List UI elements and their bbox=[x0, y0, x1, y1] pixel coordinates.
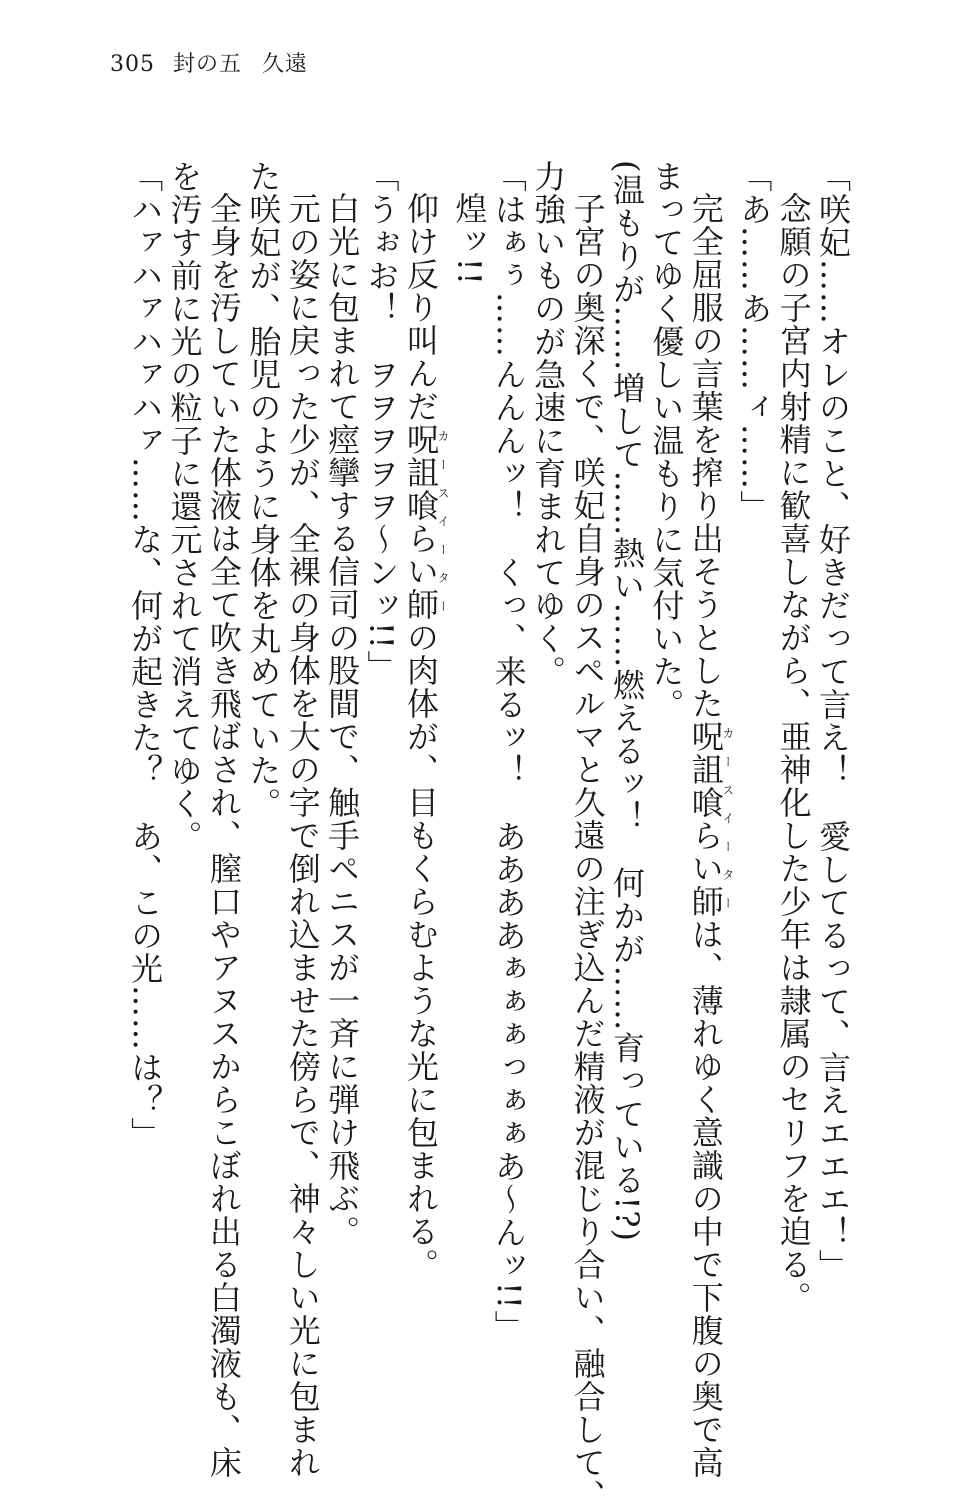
text-segment: 仰け反り叫んだ bbox=[401, 192, 440, 423]
section-title: 久遠 bbox=[262, 52, 309, 77]
running-header bbox=[110, 50, 308, 80]
text-line: 力強いものが急速に育まれてゆく。 bbox=[529, 160, 568, 688]
text-line: 子宮の奥深くで、咲妃自身のスペルマと久遠の注ぎ込んだ精液が混じり合い、融合して、 bbox=[568, 192, 607, 1512]
page-number: 305 bbox=[110, 52, 155, 77]
text-line bbox=[685, 160, 735, 1479]
text-line: 念願の子宮内射精に歓喜しながら、亜神化した少年は隷属のセリフを迫る。 bbox=[774, 192, 813, 1314]
furigana-ruby bbox=[686, 720, 735, 918]
vertical-text-body bbox=[100, 160, 852, 1512]
text-line: 「あ……あ……ィ……」 bbox=[735, 160, 774, 523]
text-line: 元の姿に戻った少が、全裸の身体を大の字で倒れ込ませた傍らで、神々しい光に包まれ bbox=[283, 192, 322, 1479]
text-line: 「ハァハァハァハァ……な、何が起きた？ あ、この光……は？」 bbox=[126, 160, 165, 1150]
text-line: 白光に包まれて痙攣する信司の股間で、触手ペニスが一斉に弾け飛ぶ。 bbox=[323, 192, 362, 1248]
text-segment: は、薄れゆく意識の中で下腹の奥で高 bbox=[686, 918, 725, 1479]
text-line: 「咲妃……オレのこと、好きだって言え！ 愛してるって、言えエエエ！」 bbox=[814, 160, 852, 1282]
text-segment: 完全屈服の言葉を搾り出そうとした bbox=[686, 192, 725, 720]
chapter-title: 封の五 bbox=[173, 52, 243, 77]
text-line: 全身を汚していた体液は全て吹き飛ばされ、膣口やアヌスからこぼれ出る白濁液も、床 bbox=[204, 192, 243, 1479]
text-segment: の肉体が、目もくらむような光に包まれる。 bbox=[401, 621, 440, 1281]
text-line: 煌ッ!! bbox=[450, 192, 489, 286]
text-line: た咲妃が、胎児のように身体を丸めていた。 bbox=[244, 160, 283, 820]
ruby-base: 呪詛喰らい師 bbox=[401, 423, 440, 621]
text-line bbox=[401, 160, 449, 1290]
text-line: を汚す前に光の粒子に還元されて消えてゆく。 bbox=[165, 160, 204, 853]
text-line: まってゆく優しい温もりに気付いた。 bbox=[647, 160, 686, 721]
text-line: 「はぁぅ……んんんッ！ くっ、来るッ！ ああああぁぁぁっぁぁあ〜んッ!!」 bbox=[489, 160, 528, 1343]
ruby-reading: カースイーター bbox=[720, 720, 735, 918]
text-line: 「うぉお！ ヲヲヲヲヲ〜ンッ!!」 bbox=[362, 160, 401, 683]
furigana-ruby bbox=[401, 423, 450, 621]
ruby-reading: カースイーター bbox=[435, 423, 450, 621]
text-line: (温もりが……増して……熱い……燃えるッ！ 何かが……育っている!?) bbox=[607, 160, 646, 1242]
ruby-base: 呪詛喰らい師 bbox=[686, 720, 725, 918]
